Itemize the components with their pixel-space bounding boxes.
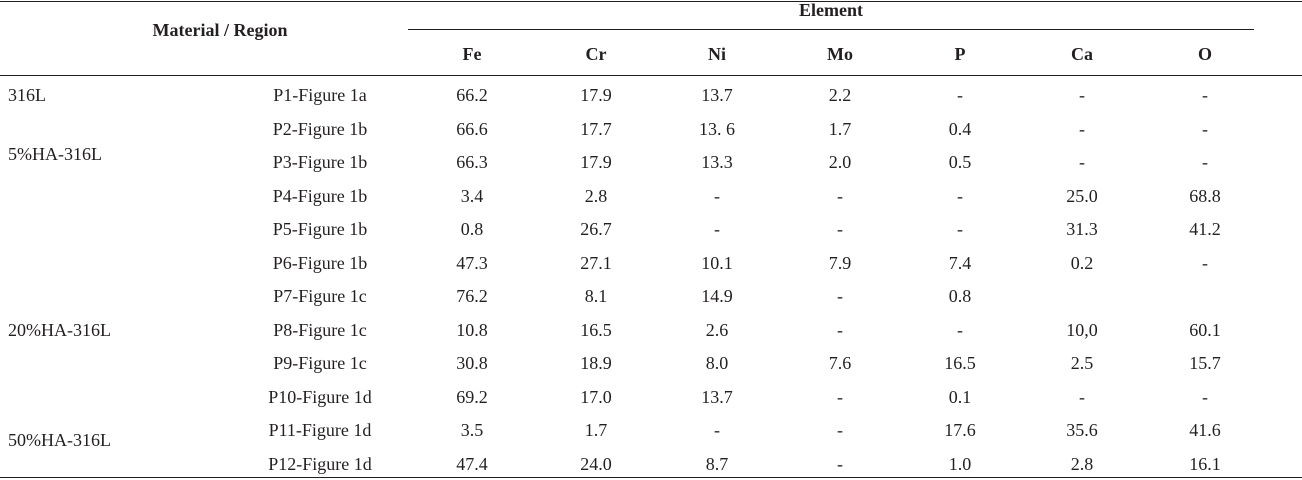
column-header-p: P: [954, 44, 966, 64]
region-cell: P11-Figure 1d: [268, 420, 372, 440]
value-cell-mo: -: [837, 386, 843, 407]
value-cell-mo: -: [837, 286, 843, 306]
table-header-rule: [0, 75, 1302, 76]
value-cell-cr: 1.7: [584, 420, 608, 440]
value-cell-o: 41.6: [1189, 420, 1221, 440]
value-cell-mo: 2.2: [828, 85, 852, 105]
column-header-ca: Ca: [1071, 44, 1093, 64]
value-cell-mo: -: [837, 219, 843, 239]
value-cell-ca: -: [1079, 152, 1085, 172]
region-cell: P7-Figure 1c: [273, 286, 367, 306]
header-material-region: Material / Region: [152, 20, 288, 40]
value-cell-mo: -: [837, 453, 843, 474]
value-cell-o: -: [1202, 118, 1208, 139]
value-cell-ca: 2.8: [1070, 453, 1094, 474]
value-cell-cr: 16.5: [580, 319, 612, 340]
value-cell-cr: 27.1: [580, 252, 612, 273]
value-cell-o: -: [1202, 386, 1208, 407]
column-header-ni: Ni: [708, 44, 726, 64]
value-cell-mo: -: [837, 420, 843, 440]
table-row: [0, 448, 1302, 478]
value-cell-cr: 17.9: [580, 85, 612, 105]
value-cell-ca: 25.0: [1066, 185, 1098, 206]
value-cell-fe: 66.3: [456, 152, 488, 172]
value-cell-o: -: [1202, 152, 1208, 172]
region-cell: P10-Figure 1d: [268, 386, 372, 407]
material-label: 50%HA-316L: [8, 430, 111, 451]
value-cell-o: 41.2: [1189, 219, 1221, 239]
value-cell-ni: 14.9: [701, 286, 733, 306]
column-header-fe: Fe: [462, 44, 482, 64]
table-row: [0, 314, 1302, 344]
value-cell-ni: 13. 6: [699, 118, 735, 139]
value-cell-cr: 17.7: [580, 118, 612, 139]
value-cell-cr: 26.7: [580, 219, 612, 239]
region-cell: P4-Figure 1b: [272, 185, 368, 206]
value-cell-p: 0.5: [948, 152, 972, 172]
value-cell-mo: 7.9: [828, 252, 852, 273]
value-cell-p: -: [957, 219, 963, 239]
table-row: [0, 247, 1302, 277]
column-header-mo: Mo: [827, 44, 853, 64]
value-cell-fe: 66.6: [456, 118, 488, 139]
value-cell-ni: -: [714, 420, 720, 440]
value-cell-ni: 13.7: [701, 85, 733, 105]
value-cell-cr: 2.8: [584, 185, 608, 206]
material-label: 20%HA-316L: [8, 319, 111, 340]
value-cell-o: -: [1202, 252, 1208, 273]
region-cell: P2-Figure 1b: [272, 118, 368, 139]
region-cell: P8-Figure 1c: [273, 319, 367, 340]
value-cell-fe: 47.3: [456, 252, 488, 273]
value-cell-p: 0.8: [948, 286, 972, 306]
table-row: [0, 414, 1302, 444]
value-cell-o: 16.1: [1189, 453, 1221, 474]
table-row: [0, 180, 1302, 210]
table-row: [0, 79, 1302, 109]
value-cell-fe: 10.8: [456, 319, 488, 340]
value-cell-fe: 69.2: [456, 386, 488, 407]
material-label: 5%HA-316L: [8, 143, 102, 164]
value-cell-fe: 76.2: [456, 286, 488, 306]
value-cell-p: -: [957, 185, 963, 206]
value-cell-mo: -: [837, 185, 843, 206]
value-cell-cr: 18.9: [580, 353, 612, 373]
table-row: [0, 347, 1302, 377]
value-cell-ca: -: [1079, 386, 1085, 407]
value-cell-mo: 1.7: [828, 118, 852, 139]
value-cell-p: -: [957, 319, 963, 340]
value-cell-fe: 3.5: [460, 420, 484, 440]
value-cell-o: -: [1202, 85, 1208, 105]
region-cell: P6-Figure 1b: [272, 252, 368, 273]
value-cell-cr: 8.1: [584, 286, 608, 306]
value-cell-ca: 2.5: [1070, 353, 1094, 373]
value-cell-ca: 31.3: [1066, 219, 1098, 239]
table-row: [0, 143, 1302, 176]
value-cell-p: 0.1: [948, 386, 972, 407]
value-cell-ni: 13.7: [701, 386, 733, 407]
value-cell-p: 7.4: [948, 252, 972, 273]
value-cell-ni: 13.3: [701, 152, 733, 172]
value-cell-mo: -: [837, 319, 843, 340]
value-cell-ni: 8.7: [705, 453, 729, 474]
value-cell-o: 60.1: [1189, 319, 1221, 340]
value-cell-fe: 3.4: [460, 185, 484, 206]
value-cell-ni: -: [714, 185, 720, 206]
value-cell-ni: -: [714, 219, 720, 239]
table-row: [0, 280, 1302, 310]
value-cell-fe: 66.2: [456, 85, 488, 105]
region-cell: P1-Figure 1a: [273, 85, 367, 105]
value-cell-o: 15.7: [1189, 353, 1221, 373]
column-header-o: O: [1197, 44, 1212, 64]
value-cell-p: 1.0: [948, 453, 972, 474]
value-cell-fe: 47.4: [456, 453, 488, 474]
table-row: [0, 113, 1302, 143]
table-row: [0, 381, 1302, 411]
region-cell: P12-Figure 1d: [268, 453, 372, 474]
value-cell-cr: 17.0: [580, 386, 612, 407]
table-bottom-rule: [0, 477, 1302, 478]
value-cell-ca: 35.6: [1066, 420, 1098, 440]
header-element: Element: [799, 0, 863, 20]
value-cell-mo: 2.0: [828, 152, 852, 172]
value-cell-ni: 2.6: [705, 319, 729, 340]
region-cell: P9-Figure 1c: [273, 353, 367, 373]
value-cell-cr: 24.0: [580, 453, 612, 474]
value-cell-p: 17.6: [944, 420, 976, 440]
region-cell: P5-Figure 1b: [272, 219, 368, 239]
element-subheader-rule: [408, 29, 1254, 30]
value-cell-ca: 10,0: [1066, 319, 1098, 340]
material-label: 316L: [8, 85, 46, 105]
value-cell-p: -: [957, 85, 963, 105]
value-cell-p: 0.4: [948, 118, 972, 139]
value-cell-p: 16.5: [944, 353, 976, 373]
region-cell: P3-Figure 1b: [272, 152, 368, 172]
value-cell-fe: 0.8: [460, 219, 484, 239]
column-header-cr: Cr: [585, 44, 607, 64]
value-cell-ca: 0.2: [1070, 252, 1094, 273]
value-cell-ni: 8.0: [705, 353, 729, 373]
value-cell-o: 68.8: [1189, 185, 1221, 206]
value-cell-ca: -: [1079, 118, 1085, 139]
value-cell-ca: -: [1079, 85, 1085, 105]
value-cell-mo: 7.6: [828, 353, 852, 373]
value-cell-fe: 30.8: [456, 353, 488, 373]
table-row: [0, 213, 1302, 243]
value-cell-ni: 10.1: [701, 252, 733, 273]
value-cell-cr: 17.9: [580, 152, 612, 172]
